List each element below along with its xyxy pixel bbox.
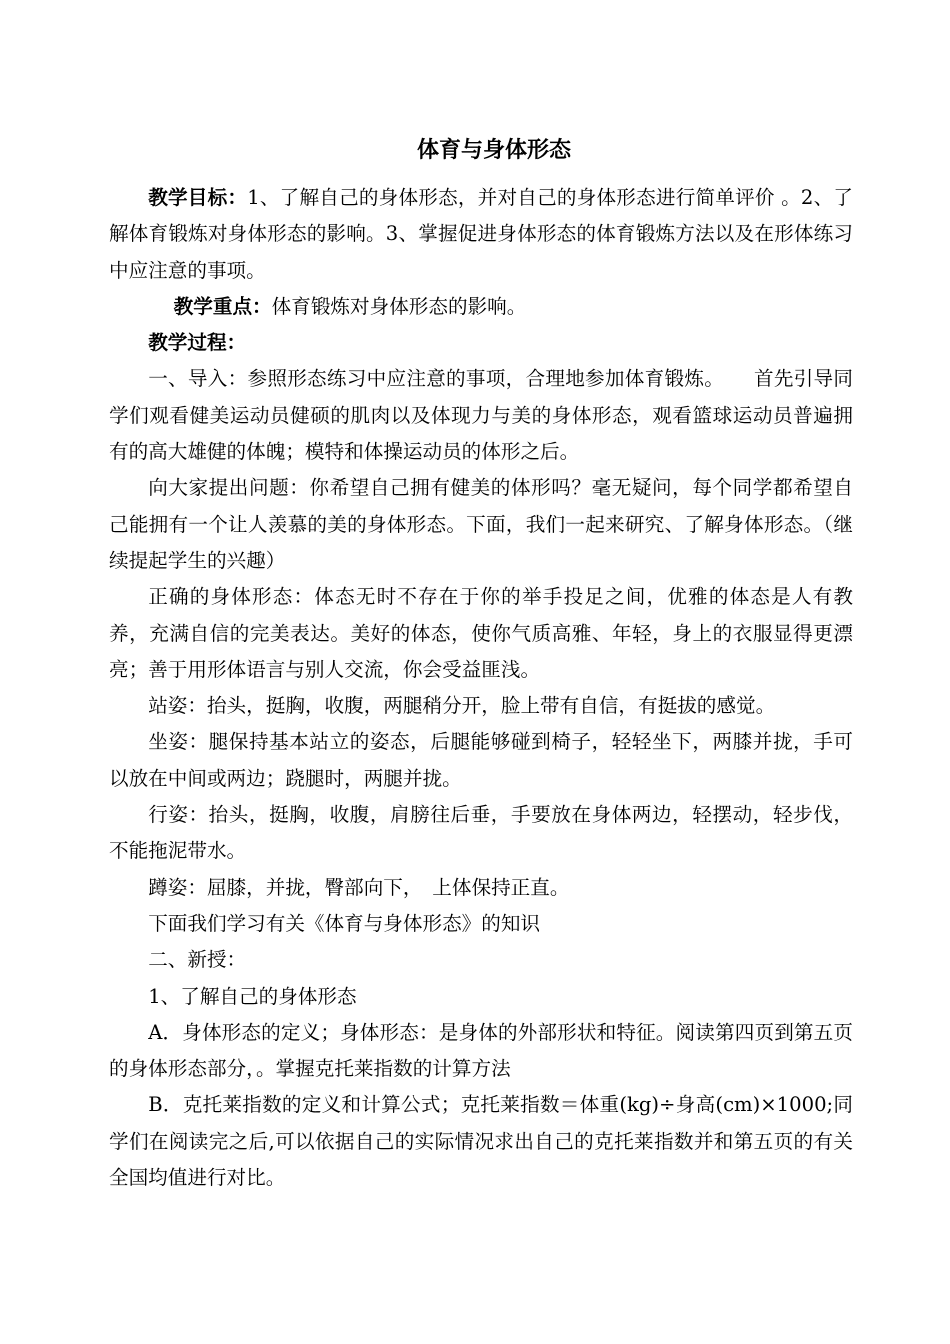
paragraph-item-b: B．克托莱指数的定义和计算公式；克托莱指数＝体重(kg)÷身高(cm)×1000;同学们在阅读完之后,可以依据自己的实际情况求出自己的克托莱指数并和第五页的有关全国均值进行对比。 [109, 1093, 853, 1190]
document-title: 体育与身体形态 [416, 138, 571, 163]
key-point-paragraph [109, 289, 853, 325]
key-point-text: 体育锻炼对身体形态的影响。 [271, 294, 527, 318]
paragraph-correct-posture: 正确的身体形态：体态无时不存在于你的举手投足之间，优雅的体态是人有教养，充满自信的完美表达。美好的体态，使你气质高雅、年轻，身上的衣服显得更漂亮；善于用形体语言与别人交流，你会受益匪浅。 [109, 585, 853, 681]
paragraph-question: 向大家提出问题：你希望自己拥有健美的体形吗？毫无疑问，每个同学都希望自己能拥有一个让人羡慕的美的身体形态。下面，我们一起来研究、了解身体形态。（继续提起学生的兴趣） [109, 476, 853, 572]
document-body [109, 180, 853, 1196]
process-heading [109, 325, 853, 361]
paragraph-transition: 下面我们学习有关《体育与身体形态》的知识 [148, 911, 541, 935]
process-label: 教学过程： [148, 331, 247, 355]
paragraph-standing: 站姿：抬头，挺胸，收腹，两腿稍分开，脸上带有自信，有挺拔的感觉。 [148, 694, 776, 718]
key-point-label: 教学重点： [173, 294, 272, 318]
paragraph-new-lesson: 二、新授： [148, 948, 247, 972]
objectives-label: 教学目标： [148, 186, 248, 209]
paragraph-section-1: 1、了解自己的身体形态 [148, 984, 357, 1008]
paragraph-sitting: 坐姿：腿保持基本站立的姿态，后腿能够碰到椅子，轻轻坐下，两膝并拢，手可以放在中间或两边；跷腿时，两腿并拢。 [109, 730, 853, 790]
paragraph-item-a: A．身体形态的定义；身体形态：是身体的外部形状和特征。阅读第四页到第五页的身体形态部分，。掌握克托莱指数的计算方法 [109, 1020, 853, 1081]
objectives-paragraph [109, 180, 853, 289]
paragraph-intro: 一、导入：参照形态练习中应注意的事项，合理地参加体育锻炼。 首先引导同学们观看健美运动员健硕的肌肉以及体现力与美的身体形态，观看篮球运动员普遍拥有的高大雄健的体魄；模特和体操运动员的体形之后。 [109, 367, 853, 464]
objectives-text: 1、了解自己的身体形态，并对自己的身体形态进行简单评价 。2、了解体育锻炼对身体形态的影响。3、掌握促进身体形态的体育锻炼方法以及在形体练习中应注意的事项。 [109, 186, 853, 282]
paragraph-squatting: 蹲姿：屈膝，并拢，臀部向下， 上体保持正直。 [148, 875, 570, 899]
paragraph-walking: 行姿：抬头，挺胸，收腹，肩膀往后垂，手要放在身体两边，轻摆动，轻步伐，不能拖泥带水。 [109, 803, 853, 863]
